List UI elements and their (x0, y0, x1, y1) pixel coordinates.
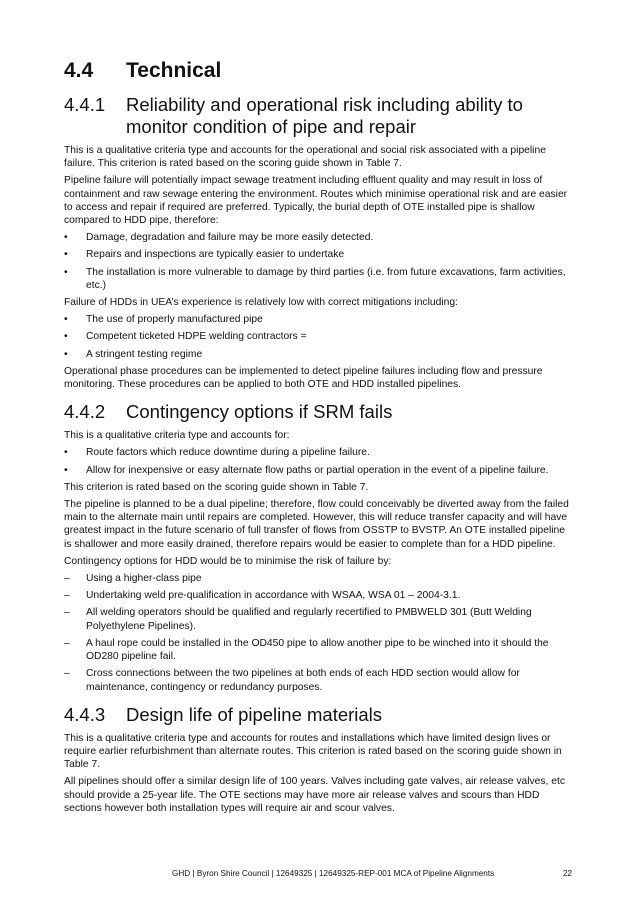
dash-marker: – (64, 590, 70, 602)
subsection-number: 4.4.2 (64, 401, 106, 423)
page-footer: GHD | Byron Shire Council | 12649325 | 12649325-REP-001 MCA of Pipeline Alignments (172, 869, 495, 878)
list-item: – All welding operators should be qualified and regularly recertified to PMBWELD 301 (Butt Welding Polyethylene Pipelines). (64, 607, 532, 632)
list-item: • Allow for inexpensive or easy alternate flow paths or partial operation in the event of a pipeline failure. (64, 464, 549, 476)
paragraph: All pipelines should offer a similar design life of 100 years. Valves including gate valves, air release valves, etc should provide a 25-year life. The OTE sections may have more air release valves and scours than HDD sections however both installation types will require air and scour valves. (64, 776, 565, 814)
list-item: • A stringent testing regime (64, 348, 203, 360)
list-item: • Route factors which reduce downtime during a pipeline failure. (64, 447, 370, 459)
list-item: – Cross connections between the two pipelines at both ends of each HDD section would allow for maintenance, contingency or redundancy purposes. (64, 668, 520, 693)
paragraph: Pipeline failure will potentially impact sewage treatment including effluent quality and may result in loss of containment and raw sewage entering the environment. Routes which minimise operational risk and are easier to access and repair if required are preferred. Typically, the burial depth of OTE installed pipe is shallow compared to HDD pipe, therefore: (64, 175, 568, 227)
subsection-title: Design life of pipeline materials (126, 703, 383, 725)
subsection-heading-442 (64, 401, 574, 423)
dash-marker: – (64, 637, 70, 649)
bullet-marker: • (64, 348, 68, 360)
dash-list (64, 572, 574, 694)
section-heading (64, 58, 574, 84)
paragraph: Operational phase procedures can be implemented to detect pipeline failures including flow and pressure monitoring. These procedures can be applied to both OTE and HDD installed pipelines. (64, 365, 543, 391)
section-number: 4.4 (64, 59, 94, 82)
subsection-title: Reliability and operational risk including ability to monitor condition of pipe and repair (126, 94, 523, 137)
subsection-number: 4.4.1 (64, 94, 106, 115)
subsection-heading-443 (64, 704, 574, 726)
page-number: 22 (563, 869, 573, 878)
section-title: Technical (126, 59, 222, 82)
document-page (64, 58, 574, 819)
bullet-marker: • (64, 232, 68, 244)
bullet-marker: • (64, 249, 68, 261)
bullet-marker: • (64, 314, 68, 326)
paragraph: This criterion is rated based on the scoring guide shown in Table 7. (64, 481, 369, 493)
paragraph: Contingency options for HDD would be to minimise the risk of failure by: (64, 555, 392, 567)
paragraph: Failure of HDDs in UEA’s experience is relatively low with correct mitigations including: (64, 297, 458, 309)
bullet-marker: • (64, 464, 68, 476)
list-item: – Using a higher-class pipe (64, 573, 202, 585)
paragraph: This is a qualitative criteria type and accounts for the operational and social risk associated with a pipeline failure. This criterion is rated based on the scoring guide shown in Table 7. (64, 145, 546, 170)
bullet-marker: • (64, 331, 68, 343)
list-item: • Competent ticketed HDPE welding contractors = (64, 331, 307, 343)
dash-marker: – (64, 607, 70, 619)
subsection-title: Contingency options if SRM fails (126, 401, 393, 423)
paragraph: The pipeline is planned to be a dual pipeline; therefore, flow could conceivably be diverted away from the failed main to the alternate main until repairs are completed. However, this will reduce transfer capacity and will have greatest impact in the future scenario of full transfer of flows from OSSTP to BVSTP. An OTE installed pipeline is shallower and more easily drained, therefore repairs would be easier to complete than for a HDD pipeline. (64, 499, 569, 550)
list-item: • The installation is more vulnerable to damage by third parties (i.e. from future excavations, farm activities, etc.) (64, 266, 566, 291)
list-item: • Repairs and inspections are typically easier to undertake (64, 249, 345, 261)
list-item: – Undertaking weld pre-qualification in accordance with WSAA, WSA 01 – 2004-3.1. (64, 590, 461, 602)
dash-marker: – (64, 573, 70, 585)
bullet-list (64, 446, 574, 476)
bullet-list (64, 313, 574, 361)
bullet-marker: • (64, 447, 68, 459)
dash-marker: – (64, 668, 70, 680)
bullet-marker: • (64, 266, 68, 278)
list-item: • The use of properly manufactured pipe (64, 314, 263, 326)
paragraph: This is a qualitative criteria type and accounts for routes and installations which have limited design lives or require earlier refurbishment than alternate routes. This criterion is rated based on the scoring guide shown in Table 7. (64, 732, 562, 771)
bullet-list (64, 231, 574, 292)
subsection-number: 4.4.3 (64, 703, 106, 725)
list-item: – A haul rope could be installed in the OD450 pipe to allow another pipe to be winched into it should the OD280 pipeline fail. (64, 637, 549, 663)
subsection-heading-441 (64, 94, 574, 138)
list-item: • Damage, degradation and failure may be more easily detected. (64, 232, 374, 244)
paragraph: This is a qualitative criteria type and accounts for: (64, 430, 290, 442)
